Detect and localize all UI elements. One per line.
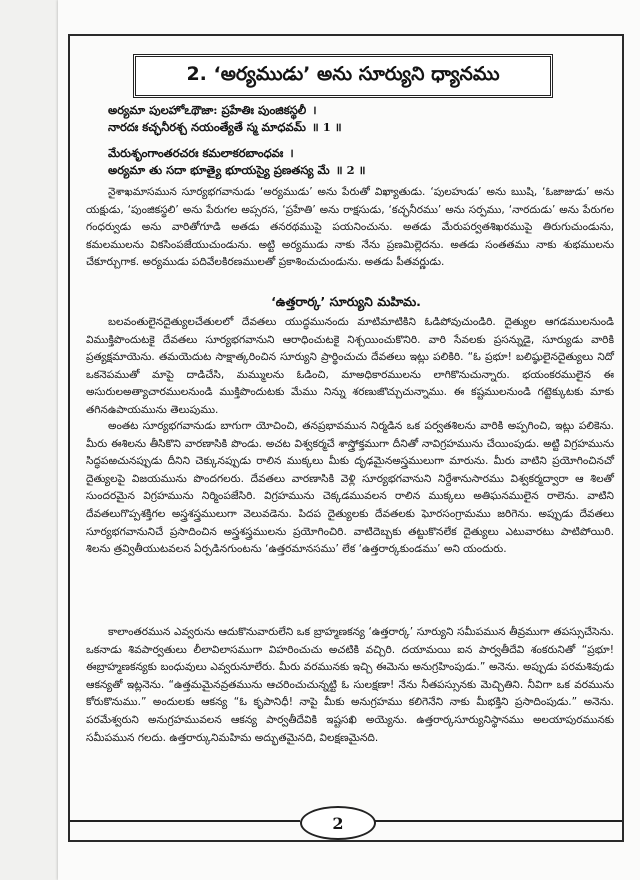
footer-rule-right (372, 820, 622, 822)
sloka-marker: ॥ 2 ॥ (335, 163, 366, 177)
paragraph-intro: నైశాఖమాసమున సూర్యభగవానుడు ‘అర్యముడు’ అను పేరుతో విఖ్యాతుడు. ‘పులహుడు’ అను ఋషి, ‘ఓజాజుడు’ అను యక్షుడు, ‘పుంజికస్థలి’ అను పేరుగల అప్సరస, ‘ప్రహేతి’ అను రాక్షసుడు, ‘కచ్ఛనీరము’ అను సర్పము, ‘నారదుడు’ అను పేరుగల గంధర్వుడు అను వారితోగూడి అతడు తనరథముపై పయనించును. అతడు మేరుపర్వతశిఖరముపై తిరుగుచుండును, కమలములను వికసింపజేయుచుండును. అట్టి అర్యముడు నాకు నేను ప్రణమిల్లెదను. అతడు సంతతము నాకు శుభములను చేకూర్చుగాక. అర్యముడు పదివేలకిరణములతో ప్రకాశించుచుండును. అతడు పీతవర్ణుడు. (86, 186, 614, 269)
sloka-line (108, 162, 588, 179)
footer-rule-left (70, 820, 300, 822)
paragraph-devatas: బలవంతులైనదైత్యులచేతులలో దేవతలు యుద్ధమునందు మాటిమాటికిని ఓడిపోవుచుండిరి. దైత్యుల ఆగడములనుండి విముక్తిపొందుటకై దేవతలు సూర్యభగవానుని ఆరాధించుటకై నిశ్చయించుకొనిరి. వారి సేవలకు ప్రసన్నుడై, సూర్యుడు వారికి ప్రత్యక్షమాయెను. తమయెదుట సాక్షాత్కరించిన సూర్యుని ప్రార్థించుచు దేవతలు ఇట్లు పలికిరి. “ఓ ప్రభూ! బలిష్ఠులైనదైత్యులు నిదో ఒకనెపముతో మాపై దాడిచేసి, మమ్ములను ఓడించి, మాఅధికారములను లాగికొనుచున్నారు. భయంకరములైన ఈ అసురులఅత్యాచారములనుండి ముక్తిపొందుటకు మేము నిన్ను శరణుజొచ్చుచున్నాము. ఈ కష్టములనుండి గట్టెక్కుటకు మాకు తగినఉపాయమును తెలుపుము. (86, 316, 614, 416)
paragraph-kanya: కాలాంతరమున ఎవ్వరును ఆదుకొనువారులేని ఒక బ్రాహ్మణకన్య ‘ఉత్తరార్క’ సూర్యుని సమీపమున తీవ్రముగా తపస్సుచేసెను. ఒకనాడు శివపార్వతులు లీలావిలాసముగా విహరించుచు అచటికి వచ్చిరి. దయామయి ఐన పార్వతీదేవి శంకరునితో “ప్రభూ! ఈబ్రాహ్మణకన్యకు బంధువులు ఎవ్వరునూలేరు. మీరు వరమునకు ఇచ్చి ఈమెను అనుగ్రహింపుడు.” అనెను. అప్పుడు పరమశివుడు ఆకన్యతో ఇట్లనెను. “ఉత్తమమైనవ్రతమును ఆచరించుచున్నట్టి ఓ సులక్షణా! నేను నీతపస్సునకు మెచ్చితిని. నీవిగా ఒక వరమును కోరుకొనుము.” అందులకు ఆకన్య “ఓ కృపానిధీ! నాపై మీకు అనుగ్రహము కలిగెనేని నాకు మీభక్తిని ప్రసాదింపుడు.” అనెను. పరమేశ్వరుని అనుగ్రహమువలన ఆకన్య పార్వతీదేవికి ఇష్టసఖి అయ్యెను. ఉత్తరార్కసూర్యునిస్థానము అలయాపురమునకు సమీపమున గలదు. ఉత్తరార్కునిమహిమ అద్భుతమైనది, విలక్షణమైనది. (86, 626, 614, 744)
page (58, 0, 640, 880)
sloka-line (108, 102, 588, 119)
sloka-marker: ॥ 1 ॥ (311, 120, 342, 134)
sloka-text: మేరుశృంగాంతరచరః కమలాకరబాంధవః (108, 146, 284, 160)
sloka-marker: । (289, 146, 294, 160)
section-subtitle: ‘ఉత్తరార్క’ సూర్యుని మహిమ. (271, 294, 421, 309)
page-border (68, 34, 624, 842)
sloka-text: అర్యమా తు సదా భూత్యై భూయస్యై ప్రణతస్య మే (108, 163, 330, 177)
sloka-text: నారదః కచ్ఛనీరశ్చ నయంత్యేతే స్మ మాధవమ్ (108, 120, 306, 134)
sloka-line (108, 145, 588, 162)
sloka-text: అర్యమా పులహోఽథౌజా: ప్రహేతిః పుంజికస్థలీ (108, 103, 307, 117)
chapter-title-text: 2. ‘అర్యముడు’ అను సూర్యుని ధ్యానము (186, 62, 500, 85)
page-number: 2 (300, 806, 376, 840)
sloka-block (108, 102, 588, 179)
chapter-title (133, 54, 553, 98)
sloka-line (108, 119, 588, 136)
paragraph-vigraham: అంతట సూర్యభగవానుడు బాగుగా యోచించి, తనప్రభావమున నిర్మడిన ఒక పర్వతశిలను వారికి అప్పగించి, ఇట్లు పలికెను. మీరు ఈశిలను తీసికొని వారణాసికి పొండు. అచట విశ్వకర్మచే శాస్త్రోక్తముగా దీనితో నావిగ్రహమును చేయింపుడు. అట్టి విగ్రహమును సిద్ధపఱచునప్పుడు దీనిని చెక్కునప్పుడు రాలిన ముక్కలు మీకు దృఢమైనఅస్త్రములుగా మారును. మీరు వాటిని ప్రయోగించినచో దైత్యులపై విజయమును పొందగలరు. దేవతలు వారణాసికి వెళ్లి సూర్యభగవానుని నిర్దేశానుసారము విశ్వకర్మద్వారా ఆ శిలతో సుందరమైన విగ్రహమును నిర్మింపజేసిరి. విగ్రహమును చెక్కడమువలన రాలిన ముక్కలు అతిఘనములైన రాలెను. వాటిని దేవతలుగొప్పశక్తిగల అస్త్రశస్త్రములుగా వెలువడెను. పిదప దైత్యులకు దేవతలకు ఘోరసంగ్రామము జరిగెను. అప్పుడు దేవతలు సూర్యభగవానునిచే ప్రసాదించిన అస్త్రశస్త్రములను ప్రయోగించిరి. వాటిదెబ్బకు తట్టుకొనలేక దైత్యులు ఎటువారటు పాటిపోయిరి. శిలను త్రవ్వితీయుటవలన ఏర్పడినగుంటను ‘ఉత్తరమానసము’ లేక ‘ఉత్తరార్కకుండము’ అని యందురు. (86, 420, 614, 556)
sloka-marker: । (312, 103, 317, 117)
